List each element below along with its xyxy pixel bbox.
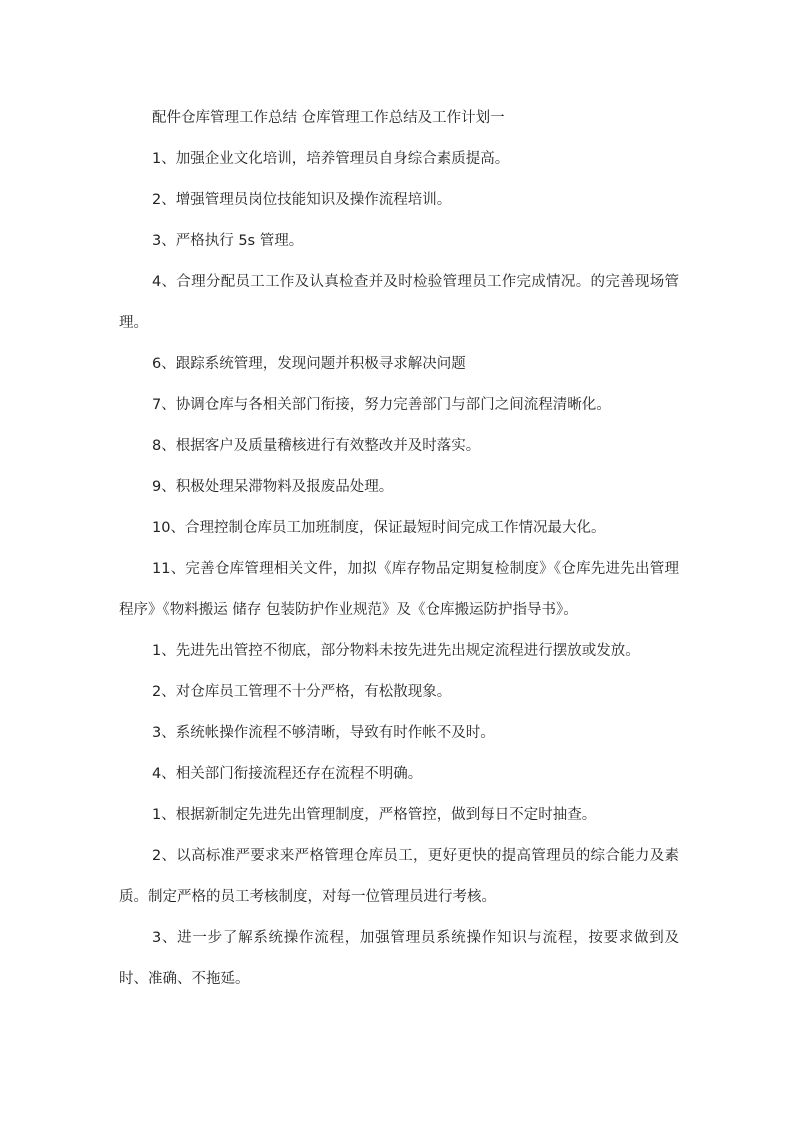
improvement-item-3: 3、进一步了解系统操作流程，加强管理员系统操作知识与流程，按要求做到及时、准确、不拖延。: [119, 930, 679, 987]
document-title: 配件仓库管理工作总结 仓库管理工作总结及工作计划一: [152, 110, 505, 126]
problem-item-1: 1、先进先出管控不彻底，部分物料未按先进先出规定流程进行摆放或发放。: [152, 643, 640, 659]
plan-item-8: 8、根据客户及质量稽核进行有效整改并及时落实。: [152, 438, 481, 454]
plan-item-1: 1、加强企业文化培训，培养管理员自身综合素质提高。: [152, 151, 510, 167]
problem-item-2: 2、对仓库员工管理不十分严格，有松散现象。: [152, 684, 452, 700]
document-body: [119, 98, 679, 1000]
improvement-item-1: 1、根据新制定先进先出管理制度，严格管控，做到每日不定时抽查。: [152, 807, 597, 823]
plan-item-2: 2、增强管理员岗位技能知识及操作流程培训。: [152, 192, 452, 208]
plan-item-7: 7、协调仓库与各相关部门衔接，努力完善部门与部门之间流程清晰化。: [152, 397, 611, 413]
plan-item-4: 4、合理分配员工工作及认真检查并及时检验管理员工作完成情况。的完善现场管理。: [119, 274, 679, 331]
plan-item-3: 3、严格执行 5s 管理。: [152, 233, 304, 249]
plan-item-10: 10、合理控制仓库员工加班制度，保证最短时间完成工作情况最大化。: [152, 520, 606, 536]
plan-item-6: 6、跟踪系统管理，发现问题并积极寻求解决问题: [152, 356, 466, 372]
problem-item-3: 3、系统帐操作流程不够清晰，导致有时作帐不及时。: [152, 725, 495, 741]
plan-item-9: 9、积极处理呆滞物料及报废品处理。: [152, 479, 394, 495]
plan-item-11: 11、完善仓库管理相关文件，加拟《库存物品定期复检制度》《仓库先进先出管理程序》《物料搬运 储存 包装防护作业规范》及《仓库搬运防护指导书》。: [119, 561, 679, 618]
improvement-item-2: 2、以高标准严要求来严格管理仓库员工，更好更快的提高管理员的综合能力及素质。制定严格的员工考核制度，对每一位管理员进行考核。: [119, 848, 679, 905]
problem-item-4: 4、相关部门衔接流程还存在流程不明确。: [152, 766, 423, 782]
